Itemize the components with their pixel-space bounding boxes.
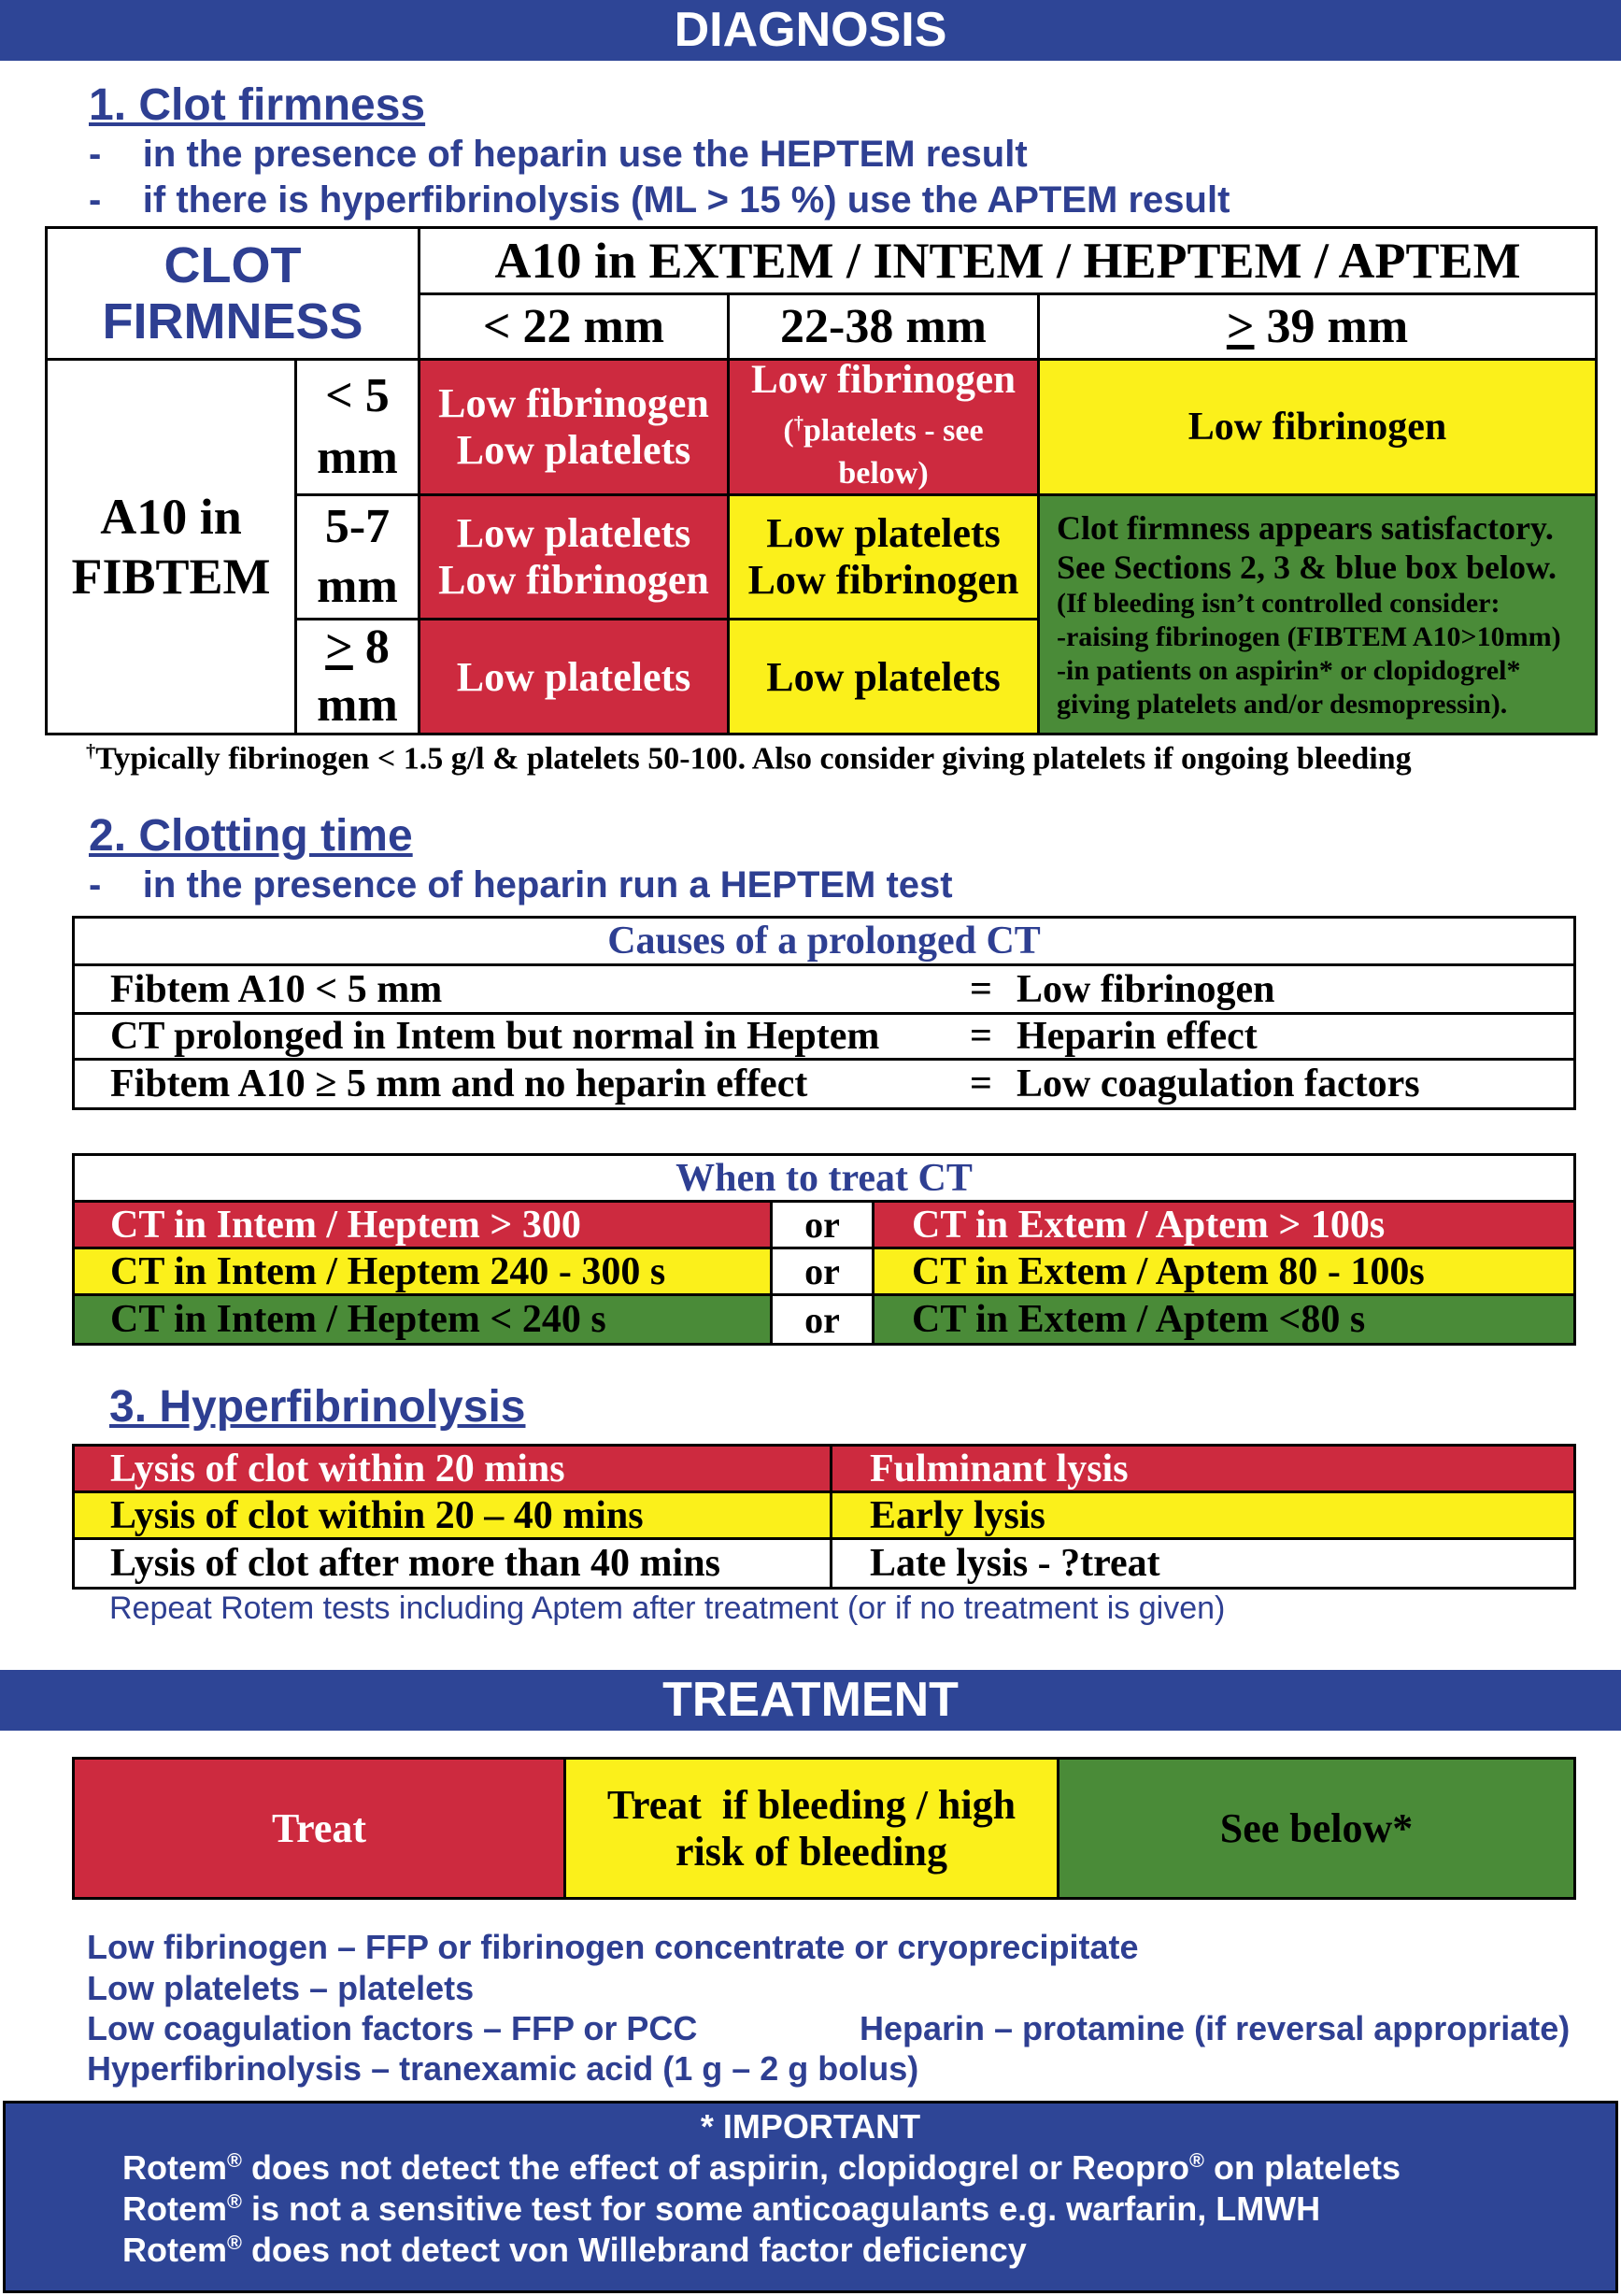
l2-reg: ®: [227, 2189, 242, 2213]
fibtem-line-2: FIBTEM: [71, 549, 271, 605]
l3-reg: ®: [227, 2231, 242, 2254]
green-line-2: See Sections 2, 3 & blue box below.: [1057, 548, 1557, 586]
footnote-dagger: †: [86, 741, 96, 762]
col3-value: 39 mm: [1254, 300, 1409, 353]
important-title: * IMPORTANT: [700, 2107, 921, 2146]
row-5-7: [294, 493, 420, 620]
row2-line-2: mm: [317, 560, 398, 613]
green-line-6: giving platelets and/or desmopressin).: [1057, 688, 1508, 720]
cell-r2-c2: [727, 493, 1040, 620]
bullet-heptem: - in the presence of heparin use the HEPTEM result: [89, 134, 1028, 175]
clotting-time-heading: 2. Clotting time: [89, 811, 413, 861]
when-row-1-or: or: [770, 1200, 874, 1249]
l3-a: Rotem: [122, 2231, 228, 2269]
l2-b: is not a sensitive test for some anticoagulants e.g. warfarin, LMWH: [241, 2189, 1321, 2228]
bullet-aptem: - if there is hyperfibrinolysis (ML > 15 %) use the APTEM result: [89, 179, 1230, 221]
footnote-text: Typically fibrinogen < 1.5 g/l & platelets 50-100. Also consider giving platelets if ongoing bleeding: [95, 741, 1412, 777]
cell-r1-c2-l3: below): [838, 456, 929, 492]
when-row-2-left: CT in Intem / Heptem 240 - 300 s: [72, 1247, 773, 1296]
l1-b: does not detect the effect of aspirin, clopidogrel or Reopro: [241, 2148, 1190, 2187]
causes-title: Causes of a prolonged CT: [72, 916, 1576, 966]
green-line-1: Clot firmness appears satisfactory.: [1057, 508, 1554, 547]
cause-row-2: [72, 1012, 1576, 1061]
lysis-row-1-left: Lysis of clot within 20 mins: [72, 1444, 832, 1493]
when-row-3-or: or: [770, 1293, 874, 1346]
corner-line-2: FIRMNESS: [102, 293, 363, 349]
when-title: When to treat CT: [72, 1153, 1576, 1203]
cause-1-condition: Fibtem A10 < 5 mm: [110, 967, 443, 1011]
clot-firmness-corner-header: [45, 226, 420, 361]
hyperfibrinolysis-heading: 3. Hyperfibrinolysis: [109, 1382, 526, 1432]
diagnosis-banner: DIAGNOSIS: [0, 0, 1621, 61]
bullet-heptem-text: in the presence of heparin use the HEPTEM result: [142, 134, 1028, 175]
bullet-aptem-text: if there is hyperfibrinolysis (ML > 15 %) use the APTEM result: [142, 179, 1230, 221]
a10-column-header: A10 in EXTEM / INTEM / HEPTEM / APTEM: [418, 226, 1598, 295]
important-line-3: [122, 2231, 1027, 2270]
lysis-row-2-left: Lysis of clot within 20 – 40 mins: [72, 1490, 832, 1540]
clot-firmness-heading: 1. Clot firmness: [89, 80, 426, 130]
when-row-1-right: CT in Extem / Aptem > 100s: [872, 1200, 1576, 1249]
cell-r2-c1-l1: Low platelets: [456, 510, 691, 556]
legend-treat: Treat: [72, 1757, 566, 1900]
legend-yellow-line-1: Treat if bleeding / high: [606, 1781, 1017, 1828]
lysis-row-2-right: Early lysis: [830, 1490, 1576, 1540]
treatment-banner: TREATMENT: [0, 1670, 1621, 1731]
lysis-row-3-left: Lysis of clot after more than 40 mins: [72, 1537, 832, 1590]
col-22-38: 22-38 mm: [727, 292, 1040, 361]
row-under-5: [294, 358, 420, 496]
cause-2-result: Heparin effect: [1017, 1015, 1258, 1058]
cell-r1-c1-l2: Low platelets: [456, 427, 691, 473]
row3-line-2: mm: [317, 678, 398, 732]
when-row-1-left: CT in Intem / Heptem > 300: [72, 1200, 773, 1249]
cause-3-result: Low coagulation factors: [1017, 1062, 1420, 1105]
cell-r2-c2-l2: Low fibrinogen: [747, 557, 1019, 603]
treatment-heparin: Heparin – protamine (if reversal appropriate): [860, 2009, 1571, 2047]
legend-see-below: See below*: [1057, 1757, 1576, 1900]
row2-line-1: 5-7: [324, 500, 391, 553]
cause-3-condition: Fibtem A10 ≥ 5 mm and no heparin effect: [110, 1062, 808, 1105]
col-under-22: < 22 mm: [418, 292, 730, 361]
green-line-5: -in patients on aspirin* or clopidogrel*: [1057, 654, 1521, 686]
repeat-rotem-note: Repeat Rotem tests including Aptem after treatment (or if no treatment is given): [109, 1590, 1226, 1626]
bullet-heptem-test: - in the presence of heparin run a HEPTEM test: [89, 864, 953, 906]
legend-yellow-line-2: risk of bleeding: [675, 1828, 947, 1875]
cell-r1-c1-l1: Low fibrinogen: [438, 380, 709, 426]
cell-r1-c2-l2-text: platelets - see: [803, 413, 984, 449]
l3-b: does not detect von Willebrand factor deficiency: [241, 2231, 1027, 2269]
col3-symbol: >: [1226, 300, 1255, 353]
cell-r3-c1: Low platelets: [418, 618, 730, 735]
treatment-coag-factors: Low coagulation factors – FFP or PCC: [87, 2009, 698, 2047]
cause-1-equals: =: [970, 967, 992, 1011]
fibtem-row-header: [45, 358, 297, 735]
row-8-plus: [294, 618, 420, 735]
important-box: [3, 2101, 1618, 2293]
row3-line-1: [325, 619, 390, 677]
cell-r1-c2-l1: Low fibrinogen: [750, 357, 1017, 402]
fibtem-line-1: A10 in: [100, 489, 242, 545]
important-line-1: [122, 2148, 1401, 2188]
l1-c: on platelets: [1203, 2148, 1401, 2187]
when-row-2-right: CT in Extem / Aptem 80 - 100s: [872, 1247, 1576, 1296]
platelet-footnote: [86, 741, 1412, 777]
row1-line-2: mm: [317, 431, 398, 484]
cell-r2-c1: [418, 493, 730, 620]
cause-2-equals: =: [970, 1015, 992, 1058]
when-row-3-left: CT in Intem / Heptem < 240 s: [72, 1293, 773, 1346]
l1-reg-1: ®: [227, 2148, 242, 2172]
green-line-3: (If bleeding isn’t controlled consider:: [1057, 587, 1500, 619]
cell-r2-c2-l1: Low platelets: [766, 510, 1001, 556]
cell-r1-c2: [727, 358, 1040, 496]
row3-num: 8: [352, 620, 390, 674]
bullet-heptem-test-text: in the presence of heparin run a HEPTEM test: [142, 864, 953, 906]
cause-3-equals: =: [970, 1062, 992, 1105]
green-line-4: -raising fibrinogen (FIBTEM A10>10mm): [1057, 620, 1561, 652]
cause-2-condition: CT prolonged in Intem but normal in Heptem: [110, 1015, 880, 1058]
important-line-2: [122, 2189, 1320, 2229]
row1-line-1: < 5: [325, 369, 390, 422]
cell-r2-c1-l2: Low fibrinogen: [438, 557, 709, 603]
cause-row-1: [72, 963, 1576, 1015]
treatment-platelets: Low platelets – platelets: [87, 1969, 475, 2007]
corner-line-1: CLOT: [164, 237, 302, 293]
cause-1-result: Low fibrinogen: [1017, 967, 1275, 1011]
cell-r1-c3: Low fibrinogen: [1037, 358, 1598, 496]
treatment-fibrinogen: Low fibrinogen – FFP or fibrinogen concentrate or cryoprecipitate: [87, 1928, 1139, 1966]
l1-a: Rotem: [122, 2148, 228, 2187]
when-row-2-or: or: [770, 1247, 874, 1296]
lysis-row-3-right: Late lysis - ?treat: [830, 1537, 1576, 1590]
cause-row-3: [72, 1058, 1576, 1110]
row3-symbol: >: [325, 620, 353, 674]
col-39-plus: [1037, 292, 1598, 361]
cell-r3-c2: Low platelets: [727, 618, 1040, 735]
lysis-row-1-right: Fulminant lysis: [830, 1444, 1576, 1493]
cell-r1-c1: [418, 358, 730, 496]
cell-green-satisfactory: [1037, 493, 1598, 735]
dagger-mark: †: [793, 412, 803, 434]
treatment-hyperfibrinolysis: Hyperfibrinolysis – tranexamic acid (1 g – 2 g bolus): [87, 2049, 919, 2088]
l1-reg-2: ®: [1189, 2148, 1204, 2172]
legend-treat-if-bleeding: [563, 1757, 1059, 1900]
cell-r1-c2-l2: (†platelets - see: [783, 412, 984, 449]
l2-a: Rotem: [122, 2189, 228, 2228]
when-row-3-right: CT in Extem / Aptem <80 s: [872, 1293, 1576, 1346]
